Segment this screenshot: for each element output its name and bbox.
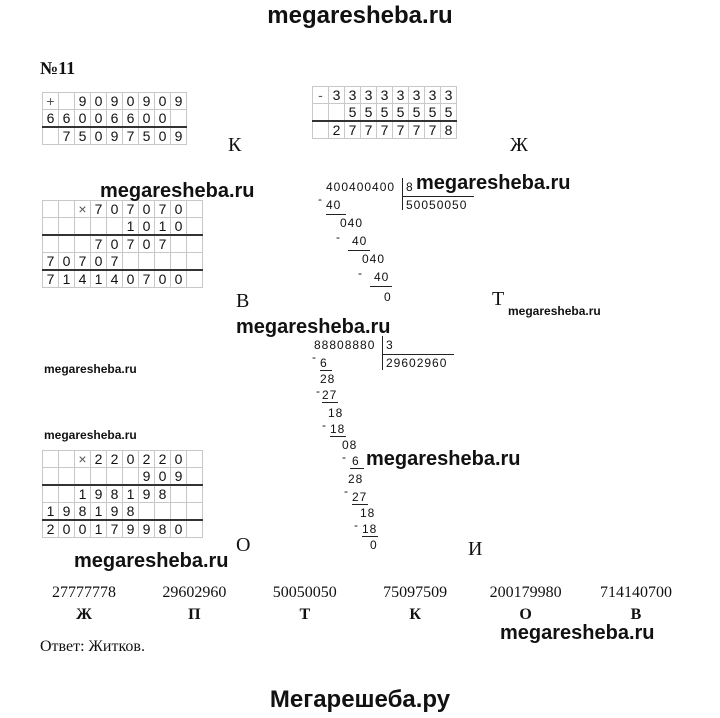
answer-number: 75097509 (383, 584, 448, 601)
task-number: №11 (40, 58, 76, 78)
addition-letter: К (228, 134, 242, 156)
div2-step: 18 (328, 406, 344, 420)
mult2-letter: О (236, 534, 251, 556)
answer-number: 27777778 (52, 584, 116, 601)
div2-step: 27 (352, 490, 368, 504)
answer-number: 714140700 (599, 584, 672, 601)
answer-number: 29602960 (162, 584, 227, 601)
watermark-small: megaresheba.ru (44, 362, 137, 376)
subtraction-letter: Ж (510, 134, 528, 156)
answer-letter: О (519, 606, 532, 623)
div2-step: 6 (352, 454, 360, 468)
answer-numbers (40, 584, 680, 602)
addition-grid: + 9 0 9 0 9 0 9 6 6 0 0 6 6 0 0 7 5 0 9 7 5 0 9 (42, 92, 187, 145)
mult1-letter: В (236, 290, 250, 312)
div1-divisor: 8 (406, 180, 414, 194)
subtraction-grid: - 3 3 3 3 3 3 3 3 5 5 5 5 5 5 5 2 7 7 7 7 7 7 8 (312, 86, 457, 139)
div1-step: 40 (374, 270, 390, 284)
div2-step: 18 (360, 506, 376, 520)
div2-quotient: 29602960 (386, 356, 448, 370)
div2-step: 0 (370, 538, 378, 552)
div1-step: 040 (362, 252, 386, 266)
site-header: megaresheba.ru (267, 2, 453, 29)
answer-letters (40, 606, 680, 624)
answer-letter: Ж (76, 606, 92, 623)
div2-letter: И (468, 538, 483, 560)
watermark: megaresheba.ru (366, 448, 521, 470)
div1-step: 040 (340, 216, 364, 230)
watermark-small: megaresheba.ru (508, 304, 601, 318)
div2-step: 18 (330, 422, 346, 436)
subtraction-operator: - (313, 87, 329, 104)
div1-step: 40 (352, 234, 368, 248)
div2-step: 08 (342, 438, 358, 452)
div1-dividend: 400400400 (326, 180, 396, 194)
mult1-grid: × 7 0 7 0 7 0 1 0 1 0 7 0 7 0 7 7 0 7 0 7 7 1 4 1 4 0 7 0 0 (42, 200, 203, 288)
answer-letter: П (188, 606, 201, 623)
watermark: megaresheba.ru (236, 316, 391, 338)
div2-step: 6 (320, 356, 328, 370)
watermark: megaresheba.ru (500, 622, 655, 644)
mult1-operator: × (75, 201, 91, 218)
final-answer: Ответ: Житков. (40, 638, 145, 655)
div1-step: 0 (384, 290, 392, 304)
watermark: megaresheba.ru (100, 180, 255, 202)
div1-letter: Т (492, 288, 505, 310)
div2-step: 28 (348, 472, 364, 486)
div2-step: 18 (362, 522, 378, 536)
site-footer: Мегарешеба.ру (269, 686, 451, 713)
answer-letter: В (630, 606, 642, 623)
answer-number: 200179980 (489, 584, 562, 601)
watermark: megaresheba.ru (416, 172, 571, 194)
answer-letter: К (409, 606, 421, 623)
watermark: megaresheba.ru (74, 550, 229, 572)
div1-step: 40 (326, 198, 342, 212)
div2-step: 27 (322, 388, 338, 402)
mult2-operator: × (75, 451, 91, 468)
addition-operator: + (43, 93, 59, 110)
watermark-small: megaresheba.ru (44, 428, 137, 442)
answer-letter: Т (299, 606, 311, 623)
div2-step: 28 (320, 372, 336, 386)
div1-quotient: 50050050 (406, 198, 468, 212)
mult2-grid: × 2 2 0 2 2 0 9 0 9 1 9 8 1 9 8 1 9 8 1 9 8 2 0 0 1 7 9 9 8 0 (42, 450, 203, 538)
answer-number: 50050050 (272, 584, 337, 601)
div2-dividend: 88808880 (314, 338, 376, 352)
div2-divisor: 3 (386, 338, 394, 352)
